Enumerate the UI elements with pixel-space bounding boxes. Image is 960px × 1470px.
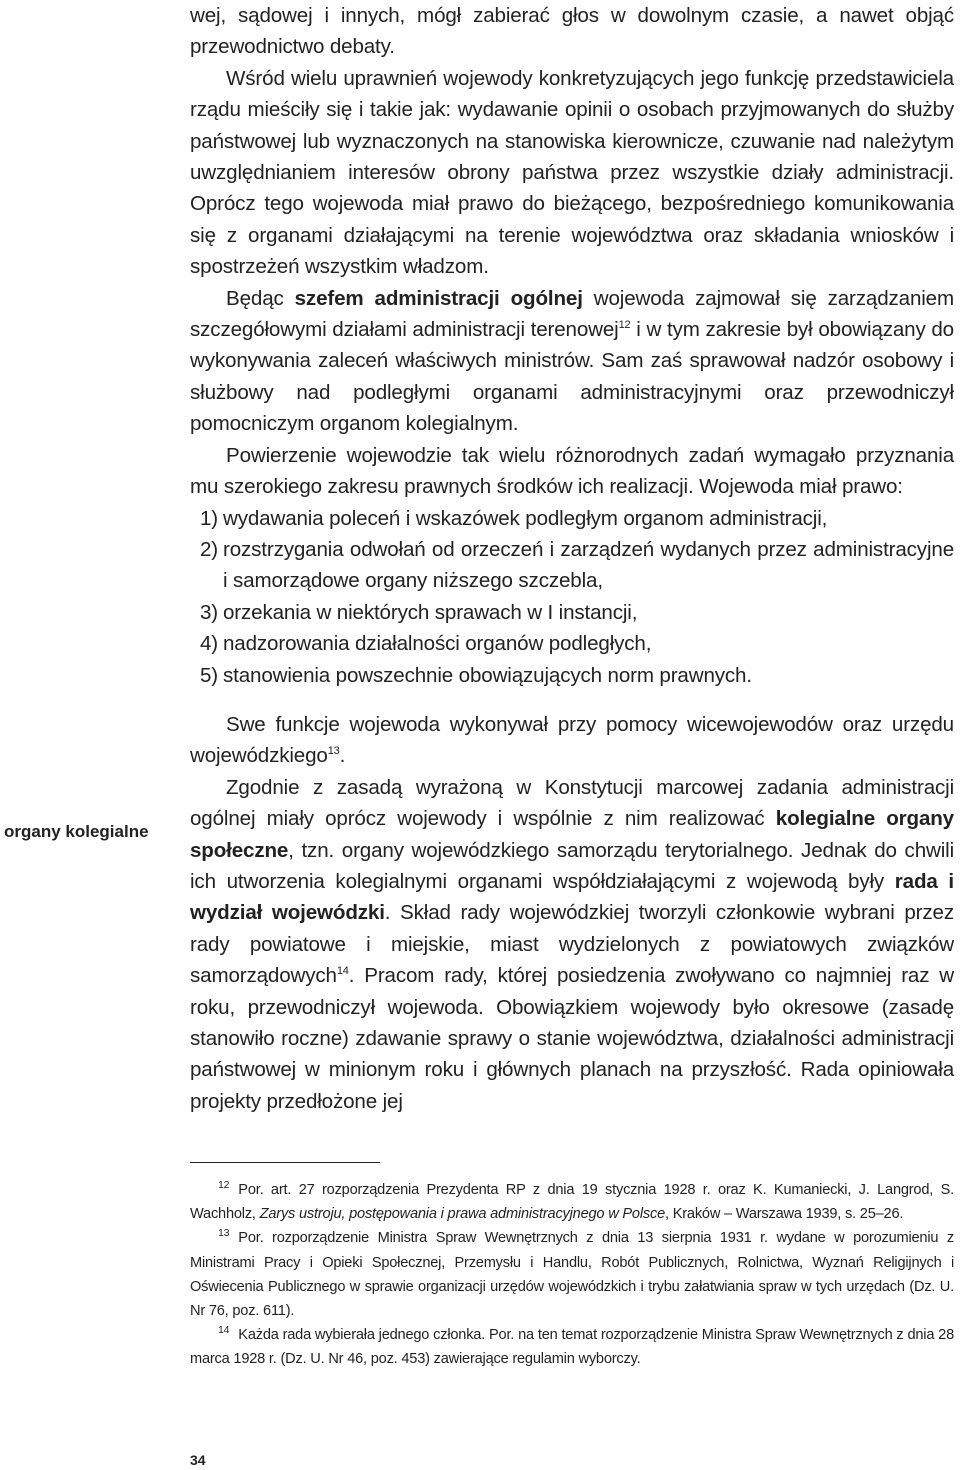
text: . — [339, 744, 346, 768]
paragraph: Wśród wielu uprawnień wojewody konkretyzujących jego funkcję przedstawiciela rządu mieściły się i takie jak: wydawanie opinii o osobach przyjmowanych do służby państwowej lub wyznaczonych na stanowiska kierownicze, czuwanie nad należytym uwzględnianiem interesów obrony państwa przez wszystkie działy administracji. Oprócz tego wojewoda miał prawo do bieżącego, bezpośredniego komunikowania się z organami działającymi na terenie województwa oraz składania wniosków i spostrzeżeń wszystkim władzom. — [190, 66, 954, 279]
bold-term: szefem administracji ogólnej — [294, 286, 583, 310]
list-text: wydawania poleceń i wskazówek podległym organom administracji, — [223, 506, 828, 530]
text: i w tym zakresie był obowiązany do wykonywania zaleceń właściwych ministrów. Sam zaś sprawował nadzór osobowy i służbowy nad podległymi organami administracyjnymi oraz przewodniczył pomocniczym organom kolegialnym. — [190, 318, 954, 436]
text: . Pracom rady, której posiedzenia zwoływano co najmniej raz w roku, przewodniczył wojewoda. Obowiązkiem wojewody było okresowe (zasadę stanowiło roczne) zdawanie sprawy o stanie województwa, działalności administracji państwowej w minionym roku i głównych planach na przyszłość. Rada opiniowała projekty przedłożone jej — [190, 964, 954, 1113]
text: Każda rada wybierała jednego członka. Por. na ten temat rozporządzenie Ministra Spraw Wewnętrznych z dnia 28 marca 1928 r. (Dz. U. Nr 46, poz. 453) zawierające regulamin wyborczy. — [190, 1327, 954, 1368]
italic-title: Zarys ustroju, postępowania i prawa administracyjnego w Polsce — [259, 1206, 665, 1223]
list-item — [190, 597, 954, 628]
footnote-ref: 14 — [336, 965, 349, 978]
paragraph-szef — [190, 283, 954, 440]
list-number: 1) — [200, 506, 219, 530]
list-item — [190, 534, 954, 597]
paragraph-zgodnie — [190, 772, 954, 1117]
text: , Kraków – Warszawa 1939, s. 25–26. — [665, 1206, 904, 1223]
text: wojewoda zajmował się zarządzaniem szczegółowymi działami administracji terenowej — [190, 286, 954, 342]
list-item — [190, 660, 954, 691]
text: Swe funkcje wojewoda wykonywał przy pomocy wicewojewodów oraz urzędu wojewódzkiego — [190, 712, 954, 768]
paragraph: wej, sądowej i innych, mógł zabierać głos w dowolnym czasie, a nawet objąć przewodnictwo debaty. — [190, 4, 954, 59]
page-number: 34 — [190, 1452, 206, 1468]
list-text: nadzorowania działalności organów podległych, — [223, 632, 652, 656]
list-item — [190, 503, 954, 534]
list-text: orzekania w niektórych sprawach w I instancji, — [223, 600, 638, 624]
list-number: 5) — [200, 663, 219, 687]
list-number: 2) — [200, 537, 219, 561]
paragraph-swe — [190, 709, 954, 772]
list-number: 3) — [200, 600, 219, 624]
bold-term: kolegialne organy społeczne — [190, 807, 954, 862]
text: . Skład rady wojewódzkiej tworzyli członkowie wybrani przez rady powiatowe i miejskie, miast wydzielonych z powiatowych związków samorządowych — [190, 901, 954, 988]
list-item — [190, 628, 954, 659]
footnote — [190, 1226, 954, 1323]
footnote — [190, 1178, 954, 1226]
footnotes — [190, 1178, 954, 1372]
text: Zgodnie z zasadą wyrażoną w Konstytucji marcowej zadania administracji ogólnej miały oprócz wojewody i wspólnie z nim realizować — [190, 775, 954, 831]
footnote-ref: 13 — [327, 745, 340, 758]
powers-list — [190, 503, 954, 691]
footnote-divider — [190, 1162, 380, 1163]
footnote-mark: 13 — [218, 1227, 230, 1240]
footnote-mark: 14 — [218, 1324, 230, 1337]
list-text: rozstrzygania odwołań od orzeczeń i zarządzeń wydanych przez administracyjne i samorządowe organy niższego szczebla, — [223, 537, 954, 593]
list-number: 4) — [200, 632, 219, 656]
footnote-mark: 12 — [218, 1179, 230, 1191]
margin-note: organy kolegialne — [4, 822, 149, 841]
text: , tzn. organy wojewódzkiego samorządu terytorialnego. Jednak do chwili ich utworzenia kolegialnymi organami współdziałającymi z wojewodą były — [190, 838, 954, 893]
footnote — [190, 1323, 954, 1371]
list-text: stanowienia powszechnie obowiązujących norm prawnych. — [223, 663, 752, 687]
footnote-ref: 12 — [618, 319, 631, 332]
paragraph-powierzenie: Powierzenie wojewodzie tak wielu różnorodnych zadań wymagało przyznania mu szerokiego zakresu prawnych środków ich realizacji. Wojewoda miał prawo: — [190, 443, 954, 499]
text: Będąc — [226, 286, 295, 310]
bold-term: rada i wydział wojewódzki — [190, 869, 954, 925]
text: Por. art. 27 rozporządzenia Prezydenta RP z dnia 19 stycznia 1928 r. oraz K. Kumaniecki, J. Langrod, S. Wachholz, — [190, 1182, 954, 1223]
text: Por. rozporządzenie Ministra Spraw Wewnętrznych z dnia 13 sierpnia 1931 r. wydane w porozumieniu z Ministrami Pracy i Opieki Społecznej, Przemysłu i Handlu, Robót Publicznych, Rolnictwa, Wyznań Religijnych i Oświecenia Publicznego w sprawie organizacji urzędów wojewódzkich i trybu załatwiania spraw w tych urzędach (Dz. U. Nr 76, poz. 611). — [190, 1230, 954, 1320]
main-text — [190, 0, 954, 1117]
